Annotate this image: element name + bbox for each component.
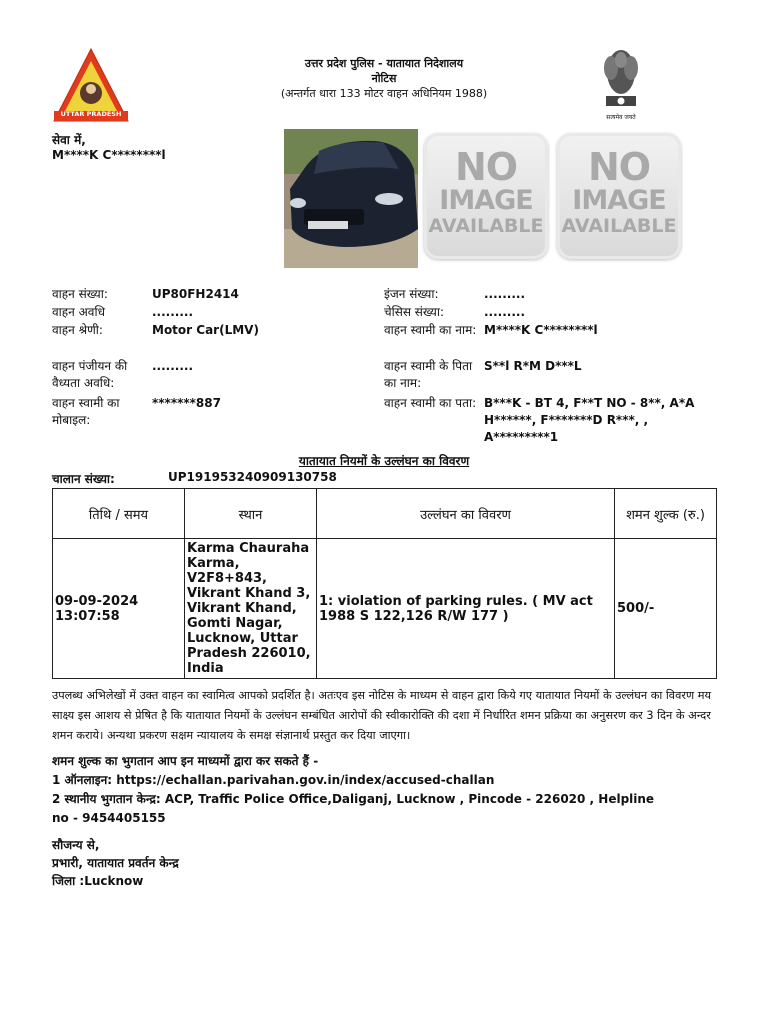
vehicle-photo: [284, 129, 418, 268]
no-image-placeholder-1: NO IMAGE AVAILABLE: [424, 133, 548, 259]
chassis-number-label: चेसिस संख्या:: [384, 305, 445, 319]
vehicle-period-value: .........: [152, 305, 194, 319]
owner-mobile-value: *******887: [152, 396, 221, 410]
owner-name-label: वाहन स्वामी का नाम:: [384, 323, 477, 337]
signoff-courtesy: सौजन्य से,: [52, 838, 100, 852]
vehicle-class-value: Motor Car(LMV): [152, 323, 259, 337]
engine-number-value: .........: [484, 287, 526, 301]
owner-address-label: वाहन स्वामी का पता:: [384, 396, 477, 410]
owner-mobile-label: वाहन स्वामी का मोबाइल:: [52, 396, 120, 427]
vehicle-number-value: UP80FH2414: [152, 287, 239, 301]
logo-bottom-text: UTTAR PRADESH: [60, 110, 122, 118]
act-reference: (अन्तर्गत धारा 133 मोटर वाहन अधिनियम 1988): [280, 87, 488, 100]
col-fine: शमन शुल्क (रु.): [615, 489, 717, 539]
challan-number: UP191953240909130758: [168, 470, 337, 484]
table-row: [53, 539, 717, 679]
vehicle-class-label: वाहन श्रेणी:: [52, 323, 103, 337]
registration-validity-label: वाहन पंजीयन की वैध्यता अवधि:: [52, 359, 128, 390]
notice-title: नोटिस: [371, 72, 397, 85]
table-header-row: [53, 489, 717, 539]
salutation: सेवा में,: [52, 133, 86, 147]
vehicle-period-label: वाहन अवधि: [52, 305, 105, 319]
owner-name-value: M****K C********l: [484, 323, 598, 337]
cell-fine: 500/-: [615, 539, 717, 679]
owner-father-value: S**l R*M D***L: [484, 359, 582, 373]
owner-address-value: B***K - BT 4, F**T NO - 8**, A*A H******, F*******D R***, , A*********1: [484, 396, 695, 444]
col-description: उल्लंघन का विवरण: [317, 489, 615, 539]
challan-label: चालान संख्या:: [52, 472, 115, 486]
chassis-number-value: .........: [484, 305, 526, 319]
registration-validity-value: .........: [152, 359, 194, 373]
owner-father-label: वाहन स्वामी के पिता का नाम:: [384, 359, 473, 390]
payment-online: 1 ऑनलाइन: https://echallan.parivahan.gov.in/index/accused-challan: [52, 773, 495, 787]
cell-datetime: 09-09-2024 13:07:58: [53, 539, 185, 679]
vehicle-number-label: वाहन संख्या:: [52, 287, 108, 301]
cell-location: Karma Chauraha Karma, V2F8+843, Vikrant Khand 3, Vikrant Khand, Gomti Nagar, Lucknow, Uttar Pradesh 226010, India: [185, 539, 317, 679]
cell-description: 1: violation of parking rules. ( MV act 1988 S 122,126 R/W 177 ): [317, 539, 615, 679]
payment-local-centre: 2 स्थानीय भुगतान केन्द्र: ACP, Traffic Police Office,Daliganj, Lucknow , Pincode - 226020 , Helpline no - 9454405155: [52, 792, 655, 825]
col-location: स्थान: [185, 489, 317, 539]
engine-number-label: इंजन संख्या:: [384, 287, 439, 301]
addressee-name: M****K C********l: [52, 148, 166, 162]
emblem-caption: सत्यमेव जयते: [606, 114, 636, 121]
signoff-district: जिला :Lucknow: [52, 874, 144, 888]
national-emblem: [598, 46, 644, 124]
no-image-placeholder-2: NO IMAGE AVAILABLE: [557, 133, 681, 259]
violation-heading: यातायात नियमों के उल्लंघन का विवरण: [298, 454, 470, 468]
violation-table: [52, 488, 717, 679]
org-title: उत्तर प्रदेश पुलिस - यातायात निदेशालय: [304, 57, 464, 70]
payment-heading: शमन शुल्क का भुगतान आप इन माध्यमों द्वारा कर सकते हैं -: [52, 754, 319, 768]
notice-body: उपलब्ध अभिलेखों में उक्त वाहन का स्वामित्व आपको प्रदर्शित है। अतःएव इस नोटिस के माध्यम से वाहन द्वारा किये गए यातायात नियमों के उल्लंघन का विवरण मय साक्ष्य इस आशय से प्रेषित है कि यातायात नियमों के उल्लंघन सम्बंधित आरोपों की स्वीकारोक्ति की दशा में निर्धारित शमन प्रक्रिया का अनुसरण कर 3 दिन के अन्दर शमन कराये। अन्यथा प्रकरण सक्षम न्यायालय के समक्ष संज्ञानार्थ प्रस्तुत कर दिया जाएगा।: [52, 689, 712, 742]
col-datetime: तिथि / समय: [53, 489, 185, 539]
signoff-officer: प्रभारी, यातायात प्रवर्तन केन्द्र: [52, 856, 179, 870]
